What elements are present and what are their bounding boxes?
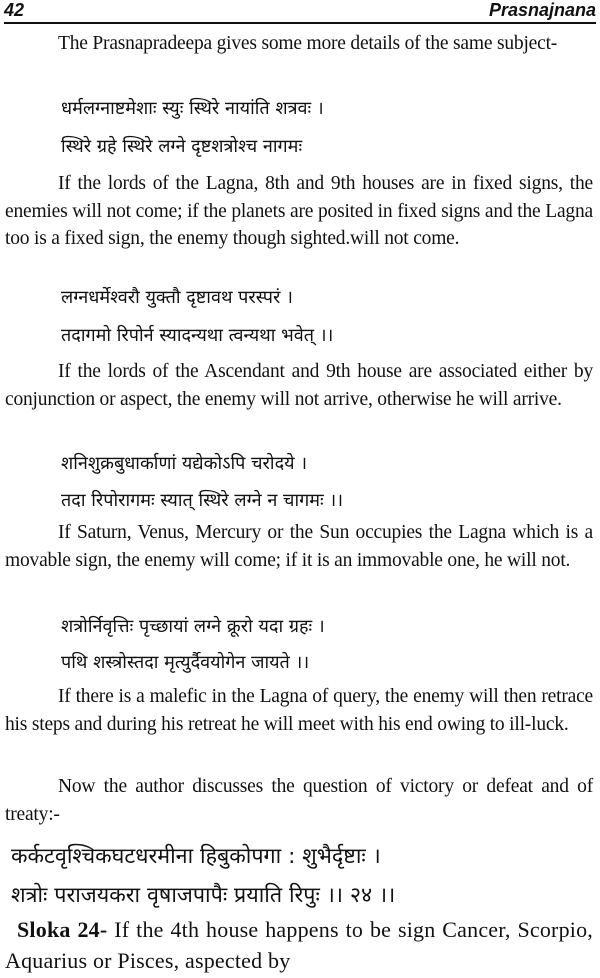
running-title: Prasnajnana — [488, 0, 596, 20]
sanskrit-verse-5a: कर्कटवृश्चिकघटधरमीना हिबुकोपगा : शुभैर्दृष्टाः । — [11, 844, 381, 869]
sanskrit-verse-3b: तदा रिपोरागमः स्यात् स्थिरे लग्ने न चागमः ।। — [61, 490, 344, 511]
paragraph-fixed-signs: If the lords of the Lagna, 8th and 9th houses are in fixed signs, the enemies will not come; if the planets are posited in fixed signs and the Lagna too is a fixed sign, the enemy though sighted.will not come. — [5, 173, 593, 249]
sanskrit-verse-4a: शत्रोर्निवृत्तिः पृच्छायां लग्ने क्रूरो यदा ग्रहः । — [61, 616, 325, 637]
page-number: 42 — [4, 0, 25, 20]
paragraph-movable-sign: If Saturn, Venus, Mercury or the Sun occupies the Lagna which is a movable sign, the enemy will come; if it is an immovable one, he will not. — [5, 522, 593, 571]
sloka-text: If the 4th house happens to be sign Cancer, Scorpio, Aquarius or Pisces, aspected by — [5, 917, 593, 973]
paragraph-intro: The Prasnapradeepa gives some more details of the same subject- — [58, 33, 558, 54]
sanskrit-verse-5b: शत्रोः पराजयकरा वृषाजपापैः प्रयाति रिपुः ।। २४ ।। — [11, 883, 396, 908]
sanskrit-verse-2b: तदागमो रिपोर्न स्यादन्यथा त्वन्यथा भवेत् ।। — [61, 325, 334, 346]
page-header — [4, 0, 596, 24]
sanskrit-verse-4b: पथि शस्त्रोस्तदा मृत्युर्दैवयोगेन जायते ।। — [61, 652, 310, 673]
paragraph-ascendant-lords: If the lords of the Ascendant and 9th house are associated either by conjunction or aspect, the enemy will not arrive, otherwise he will arrive. — [5, 361, 593, 410]
sanskrit-verse-1a: धर्मलग्नाष्टमेशाः स्युः स्थिरे नायांति शत्रवः । — [61, 98, 324, 119]
sanskrit-verse-3a: शनिशुक्रबुधार्काणां यद्येकोऽपि चरोदये । — [61, 453, 308, 474]
sanskrit-verse-2a: लग्नधर्मेश्वरौ युक्तौ दृष्टावथ परस्परं । — [61, 287, 293, 308]
sloka-24-paragraph — [5, 914, 593, 976]
paragraph-victory-defeat: Now the author discusses the question of victory or defeat and of treaty:- — [5, 776, 593, 825]
paragraph-malefic-lagna: If there is a malefic in the Lagna of query, the enemy will then retrace his steps and during his retreat he will meet with his end owing to ill-luck. — [5, 686, 593, 735]
sanskrit-verse-1b: स्थिरे ग्रहे स्थिरे लग्ने दृष्टशत्रोश्च नागमः — [61, 136, 303, 157]
sloka-label: Sloka 24- — [17, 917, 108, 942]
